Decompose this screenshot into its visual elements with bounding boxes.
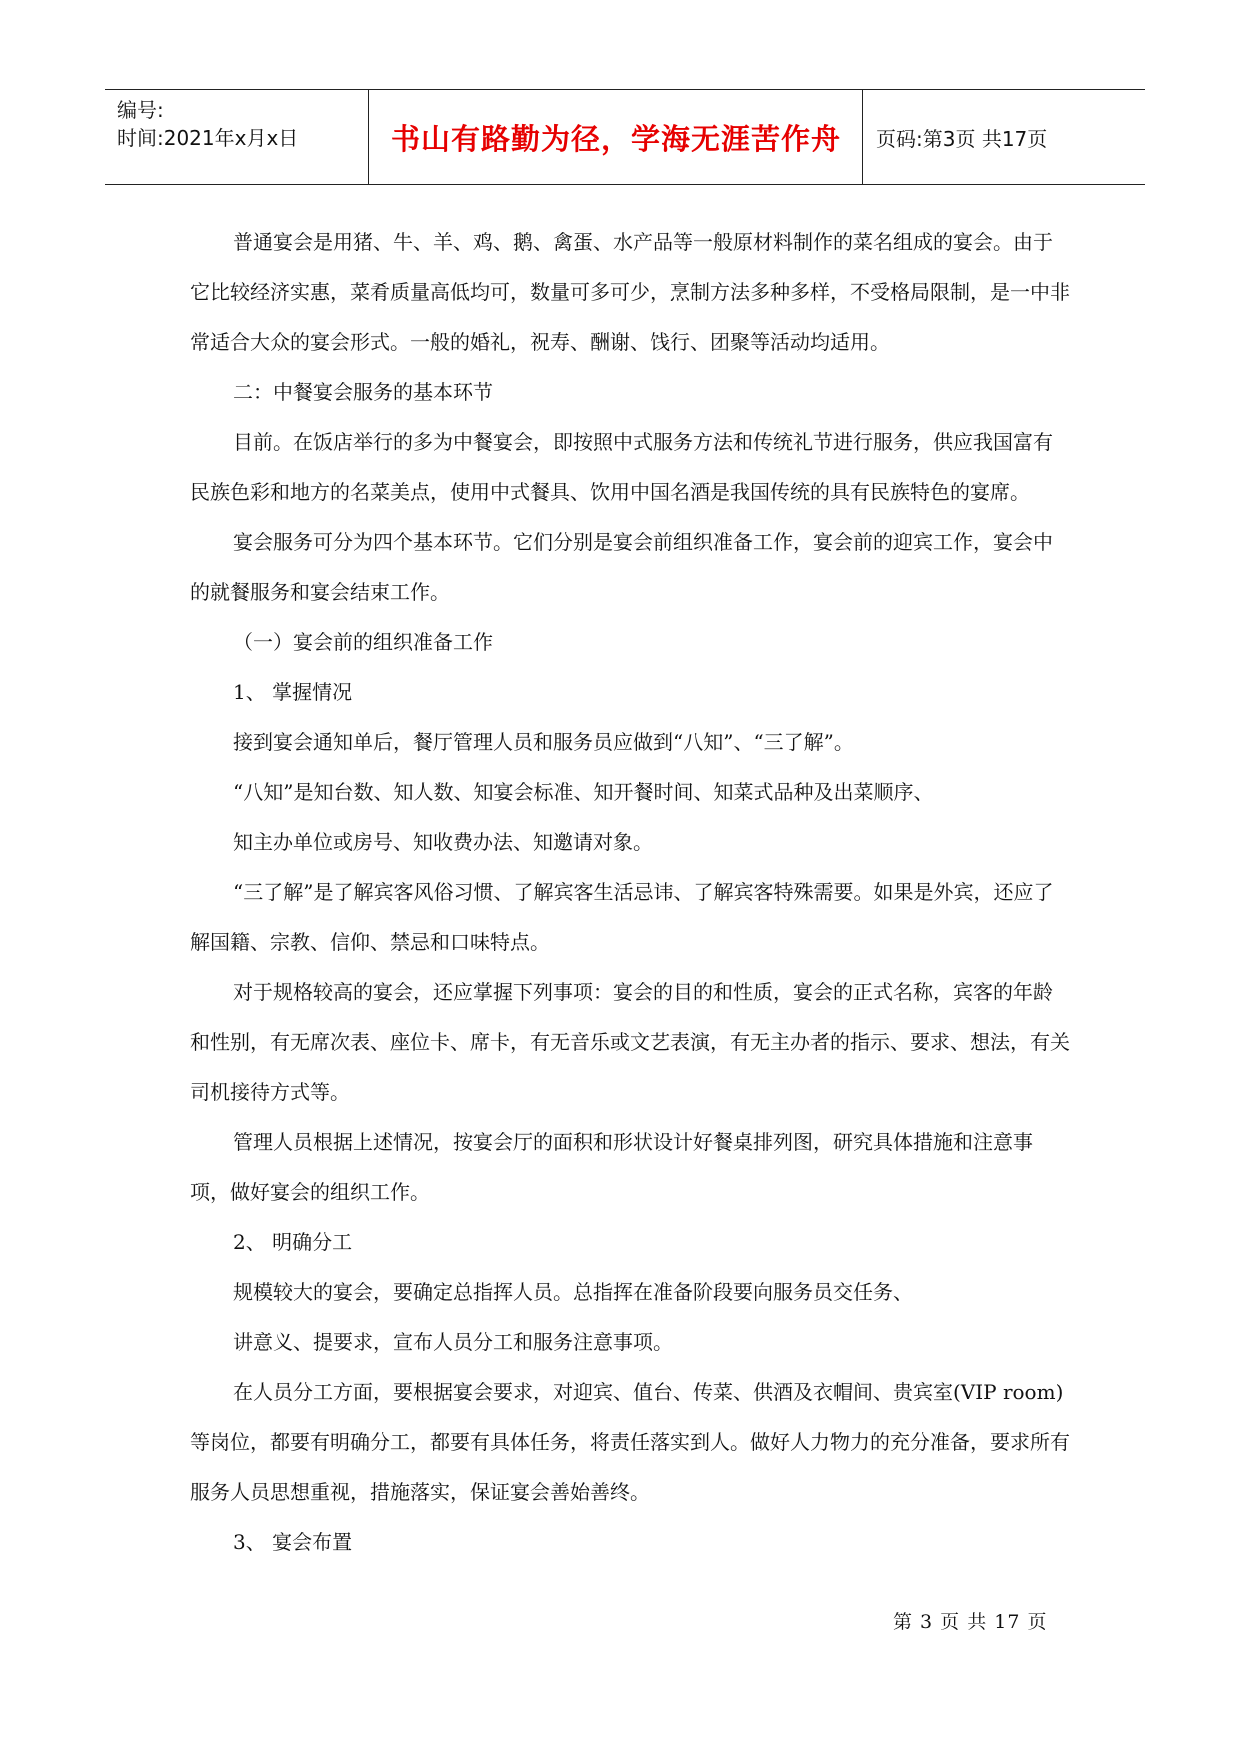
paragraph: 知主办单位或房号、知收费办法、知邀请对象。 bbox=[233, 830, 653, 854]
header-info-cell bbox=[105, 90, 369, 184]
paragraph: 普通宴会是用猪、牛、羊、鸡、鹅、禽蛋、水产品等一般原材料制作的菜名组成的宴会。由于它比较经济实惠，菜肴质量高低均可，数量可多可少，烹制方法多种多样，不受格局限制，是一中非常适合大众的宴会形式。一般的婚礼，祝寿、酬谢、饯行、团聚等活动均适用。 bbox=[190, 230, 1070, 354]
paragraph: 在人员分工方面，要根据宴会要求，对迎宾、值台、传菜、供酒及衣帽间、贵宾室(VIP room)等岗位，都要有明确分工，都要有具体任务，将责任落实到人。做好人力物力的充分准备，要求所有服务人员思想重视，措施落实，保证宴会善始善终。 bbox=[190, 1380, 1070, 1504]
item-heading: 3、 宴会布置 bbox=[233, 1530, 353, 1554]
paragraph: 目前。在饭店举行的多为中餐宴会，即按照中式服务方法和传统礼节进行服务，供应我国富有民族色彩和地方的名菜美点，使用中式餐具、饮用中国名酒是我国传统的具有民族特色的宴席。 bbox=[190, 430, 1053, 504]
header-motto: 书山有路勤为径，学海无涯苦作舟 bbox=[390, 121, 841, 156]
item-heading: 2、 明确分工 bbox=[233, 1230, 353, 1254]
paragraph: 管理人员根据上述情况，按宴会厅的面积和形状设计好餐桌排列图，研究具体措施和注意事项，做好宴会的组织工作。 bbox=[190, 1130, 1033, 1204]
document-time-label: 时间:2021年x月x日 bbox=[117, 126, 299, 150]
page-footer: 第 3 页 共 17 页 bbox=[893, 1611, 1048, 1633]
document-body bbox=[190, 217, 1070, 1567]
paragraph: 对于规格较高的宴会，还应掌握下列事项：宴会的目的和性质，宴会的正式名称，宾客的年龄和性别，有无席次表、座位卡、席卡，有无音乐或文艺表演，有无主办者的指示、要求、想法，有关司机接待方式等。 bbox=[190, 980, 1070, 1104]
paragraph: 规模较大的宴会，要确定总指挥人员。总指挥在准备阶段要向服务员交任务、 bbox=[233, 1280, 913, 1304]
header-page-code: 页码:第3页 共17页 bbox=[876, 126, 1048, 151]
document-number-label: 编号: bbox=[117, 98, 164, 122]
header-motto-cell bbox=[370, 90, 863, 184]
paragraph: “三了解”是了解宾客风俗习惯、了解宾客生活忌讳、了解宾客特殊需要。如果是外宾，还应了解国籍、宗教、信仰、禁忌和口味特点。 bbox=[190, 880, 1054, 954]
header-page-cell bbox=[864, 90, 1145, 184]
subsection-heading: （一）宴会前的组织准备工作 bbox=[233, 630, 493, 654]
item-heading: 1、 掌握情况 bbox=[233, 680, 353, 704]
paragraph: 讲意义、提要求，宣布人员分工和服务注意事项。 bbox=[233, 1330, 673, 1354]
paragraph: 接到宴会通知单后，餐厅管理人员和服务员应做到“八知”、“三了解”。 bbox=[233, 730, 854, 754]
paragraph: “八知”是知台数、知人数、知宴会标准、知开餐时间、知菜式品种及出菜顺序、 bbox=[233, 780, 934, 804]
paragraph: 宴会服务可分为四个基本环节。它们分别是宴会前组织准备工作，宴会前的迎宾工作，宴会中的就餐服务和宴会结束工作。 bbox=[190, 530, 1053, 604]
section-heading: 二：中餐宴会服务的基本环节 bbox=[233, 380, 493, 404]
page-header bbox=[105, 89, 1145, 185]
